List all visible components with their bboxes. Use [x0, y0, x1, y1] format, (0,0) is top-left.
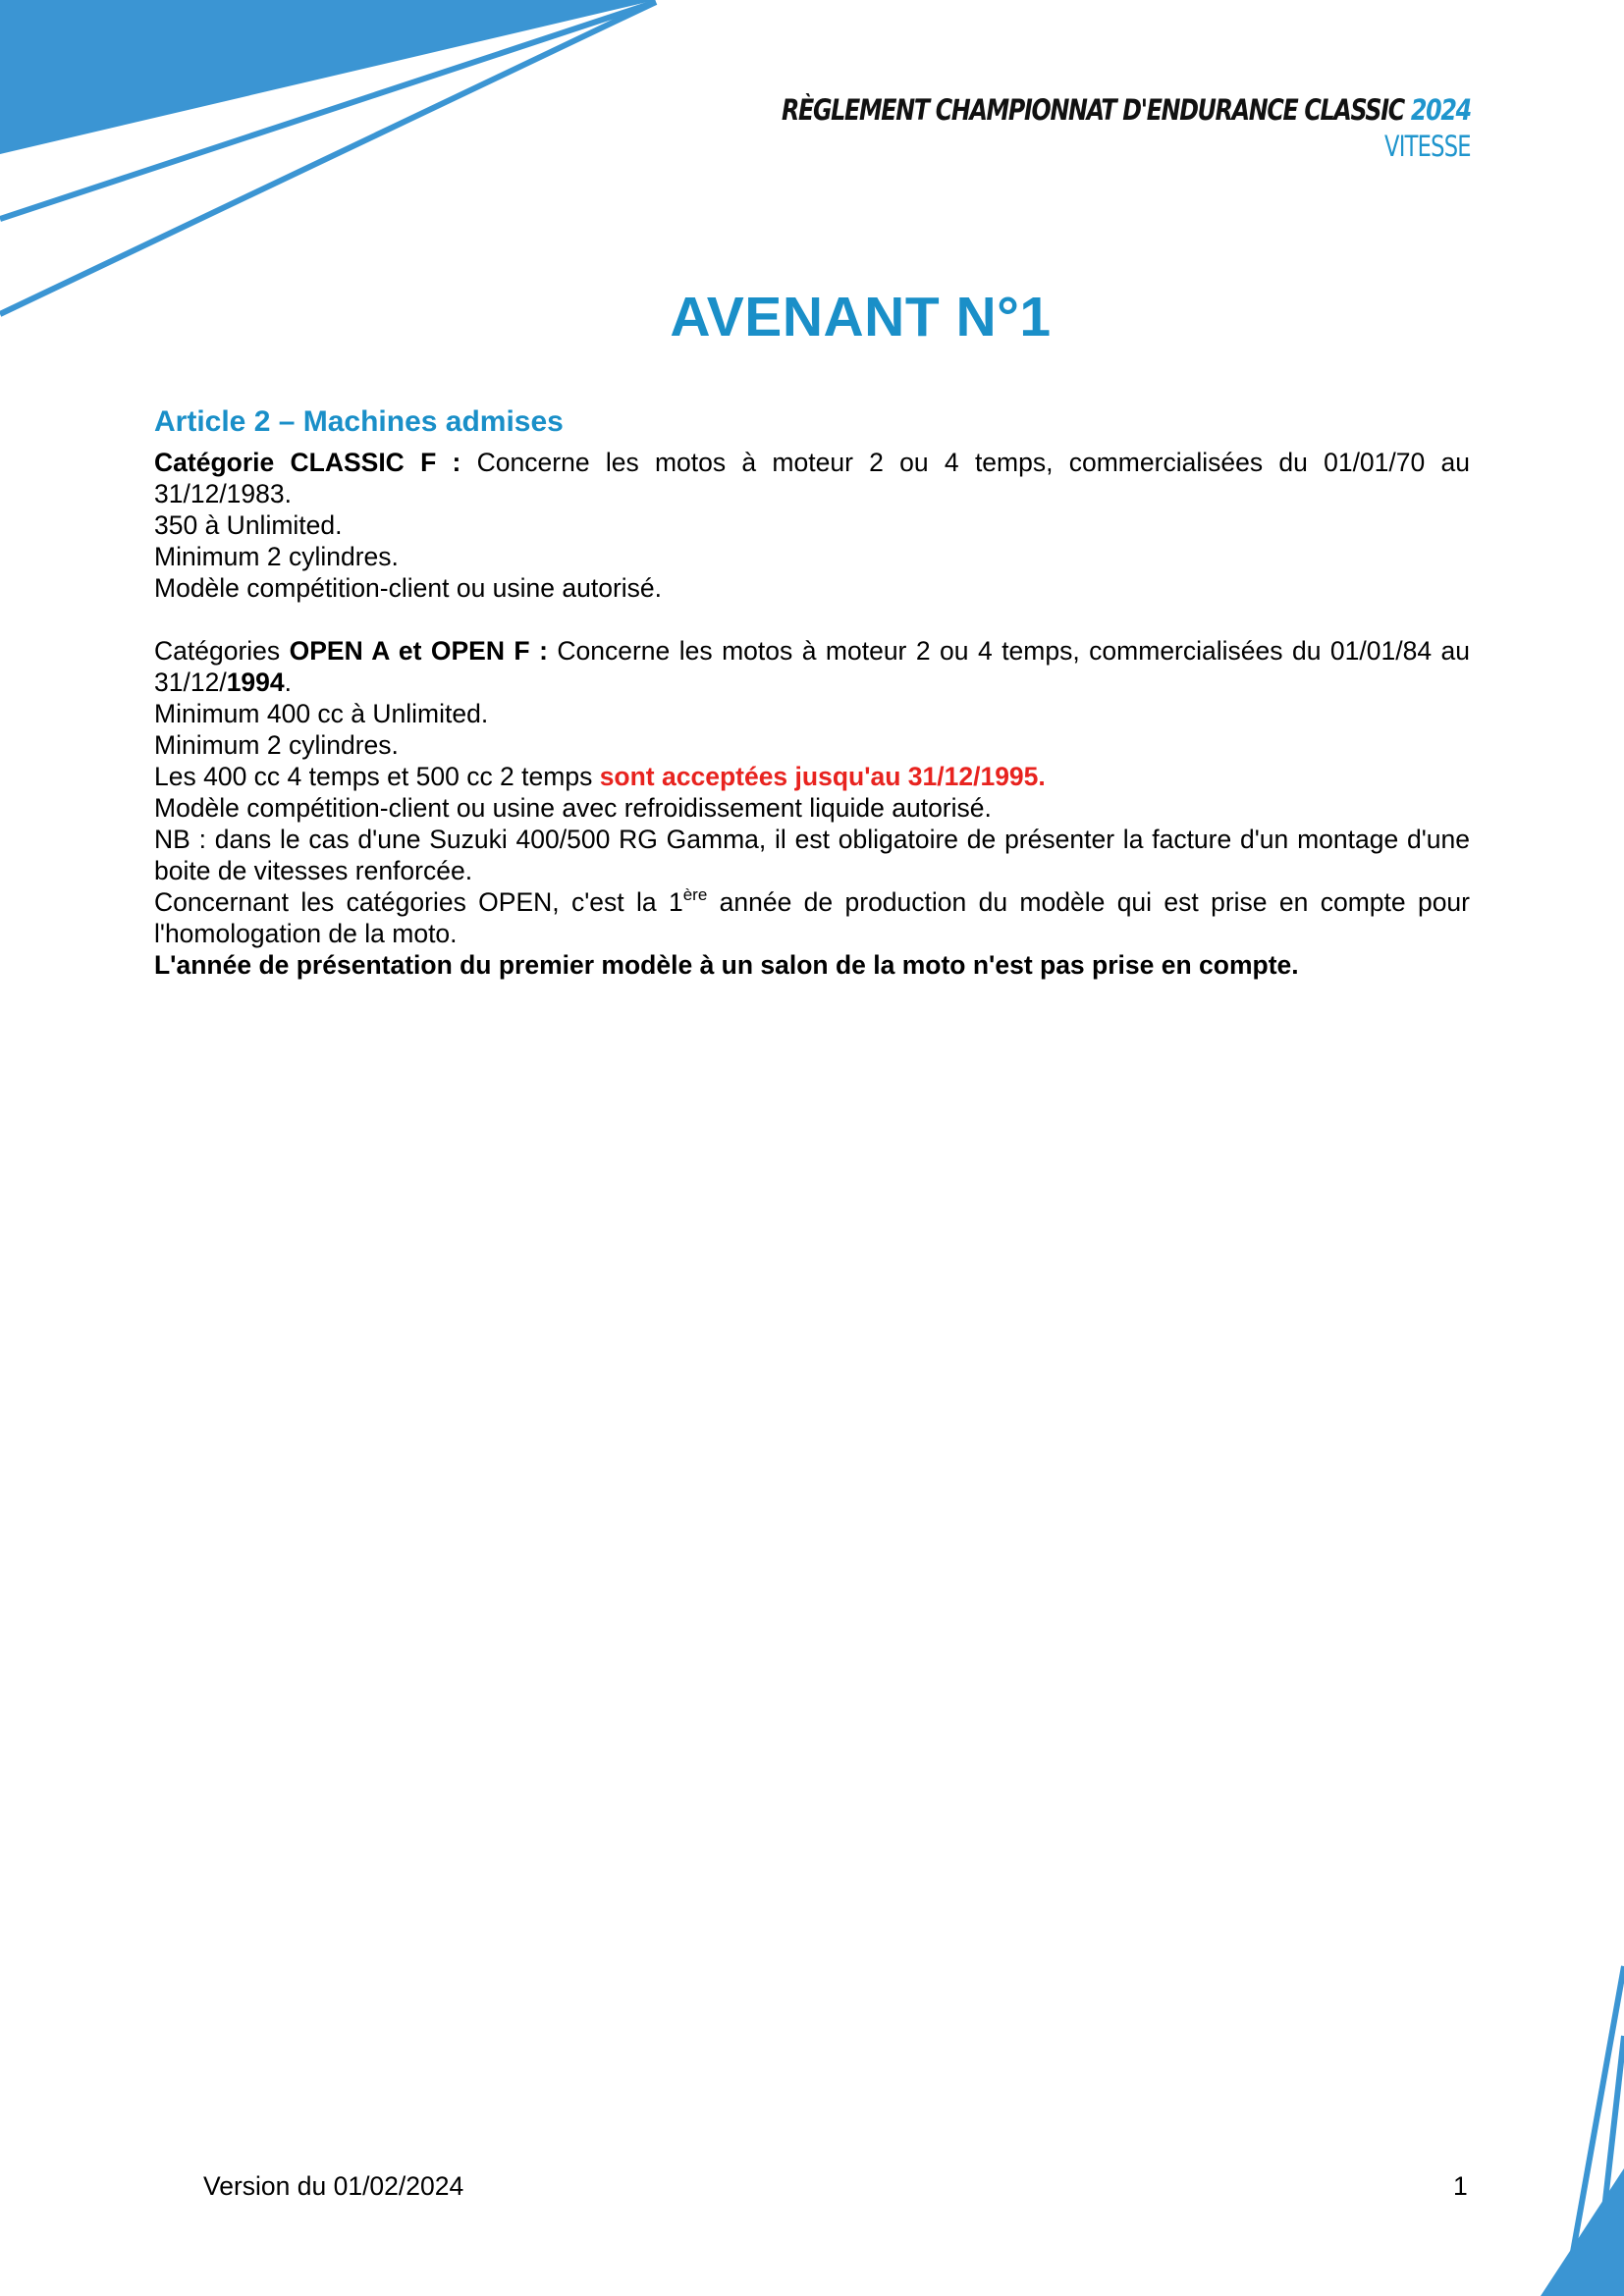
open-concerning-sup: ère [682, 885, 708, 904]
open-nb-note: NB : dans le cas d'une Suzuki 400/500 RG Gamma, il est obligatoire de présenter la facture d'un montage d'une boite de vitesses renforcée. [154, 825, 1470, 885]
header-subtitle: VITESSE [1384, 130, 1471, 164]
open-acceptance [154, 761, 1470, 792]
open-prefix: Catégories [154, 636, 290, 666]
open-intro-text: Concerne les motos à moteur 2 ou 4 temps, commercialisées du 01/01/84 au 31/12/ [154, 636, 1471, 697]
classic-displacement: 350 à Unlimited. [154, 510, 343, 540]
header-title [782, 94, 1471, 127]
header-year: 2024 [1411, 93, 1471, 127]
open-intro-end: . [284, 667, 293, 697]
open-concerning-a: Concernant les catégories OPEN, c'est la 1 [154, 887, 683, 917]
open-min-cylinders: Minimum 2 cylindres. [154, 730, 399, 760]
open-concerning-b: année de production du modèle qui est prise en compte pour l'homologation de la moto. [154, 887, 1470, 948]
page-title: AVENANT N°1 [670, 286, 1052, 348]
classic-intro-text: Concerne les motos à moteur 2 ou 4 temps, commercialisées du 01/01/70 au 31/12/1983. [154, 448, 1470, 508]
open-min-cc: Minimum 400 cc à Unlimited. [154, 699, 489, 728]
corner-decoration-bottom-right [1487, 1962, 1624, 2296]
open-section [154, 635, 1470, 981]
open-cooling: Modèle compétition-client ou usine avec refroidissement liquide autorisé. [154, 793, 992, 823]
page-number: 1 [1453, 2171, 1468, 2201]
open-concerning [154, 886, 1470, 949]
section-spacer [154, 604, 1470, 635]
classic-category-label: Catégorie CLASSIC F : [154, 448, 461, 477]
document-header [630, 94, 1471, 164]
open-final-note: L'année de présentation du premier modèle à un salon de la moto n'est pas prise en compte. [154, 950, 1299, 980]
classic-intro-paragraph [154, 447, 1470, 509]
open-category-label: OPEN A et OPEN F : [289, 636, 548, 666]
open-acceptance-prefix: Les 400 cc 4 temps et 500 cc 2 temps [154, 762, 600, 791]
open-end-year: 1994 [226, 667, 285, 697]
article-heading: Article 2 – Machines admises [154, 405, 564, 438]
header-title-text: RÈGLEMENT CHAMPIONNAT D'ENDURANCE CLASSIC [782, 93, 1405, 127]
classic-cylinders: Minimum 2 cylindres. [154, 542, 399, 571]
article-content [154, 402, 1470, 981]
open-intro-paragraph [154, 635, 1470, 698]
open-acceptance-highlight: sont acceptées jusqu'au 31/12/1995. [599, 762, 1046, 791]
corner-decoration-top-left [0, 0, 668, 324]
classic-model: Modèle compétition-client ou usine autorisé. [154, 573, 663, 603]
classic-section [154, 447, 1470, 604]
footer-version: Version du 01/02/2024 [203, 2171, 464, 2201]
